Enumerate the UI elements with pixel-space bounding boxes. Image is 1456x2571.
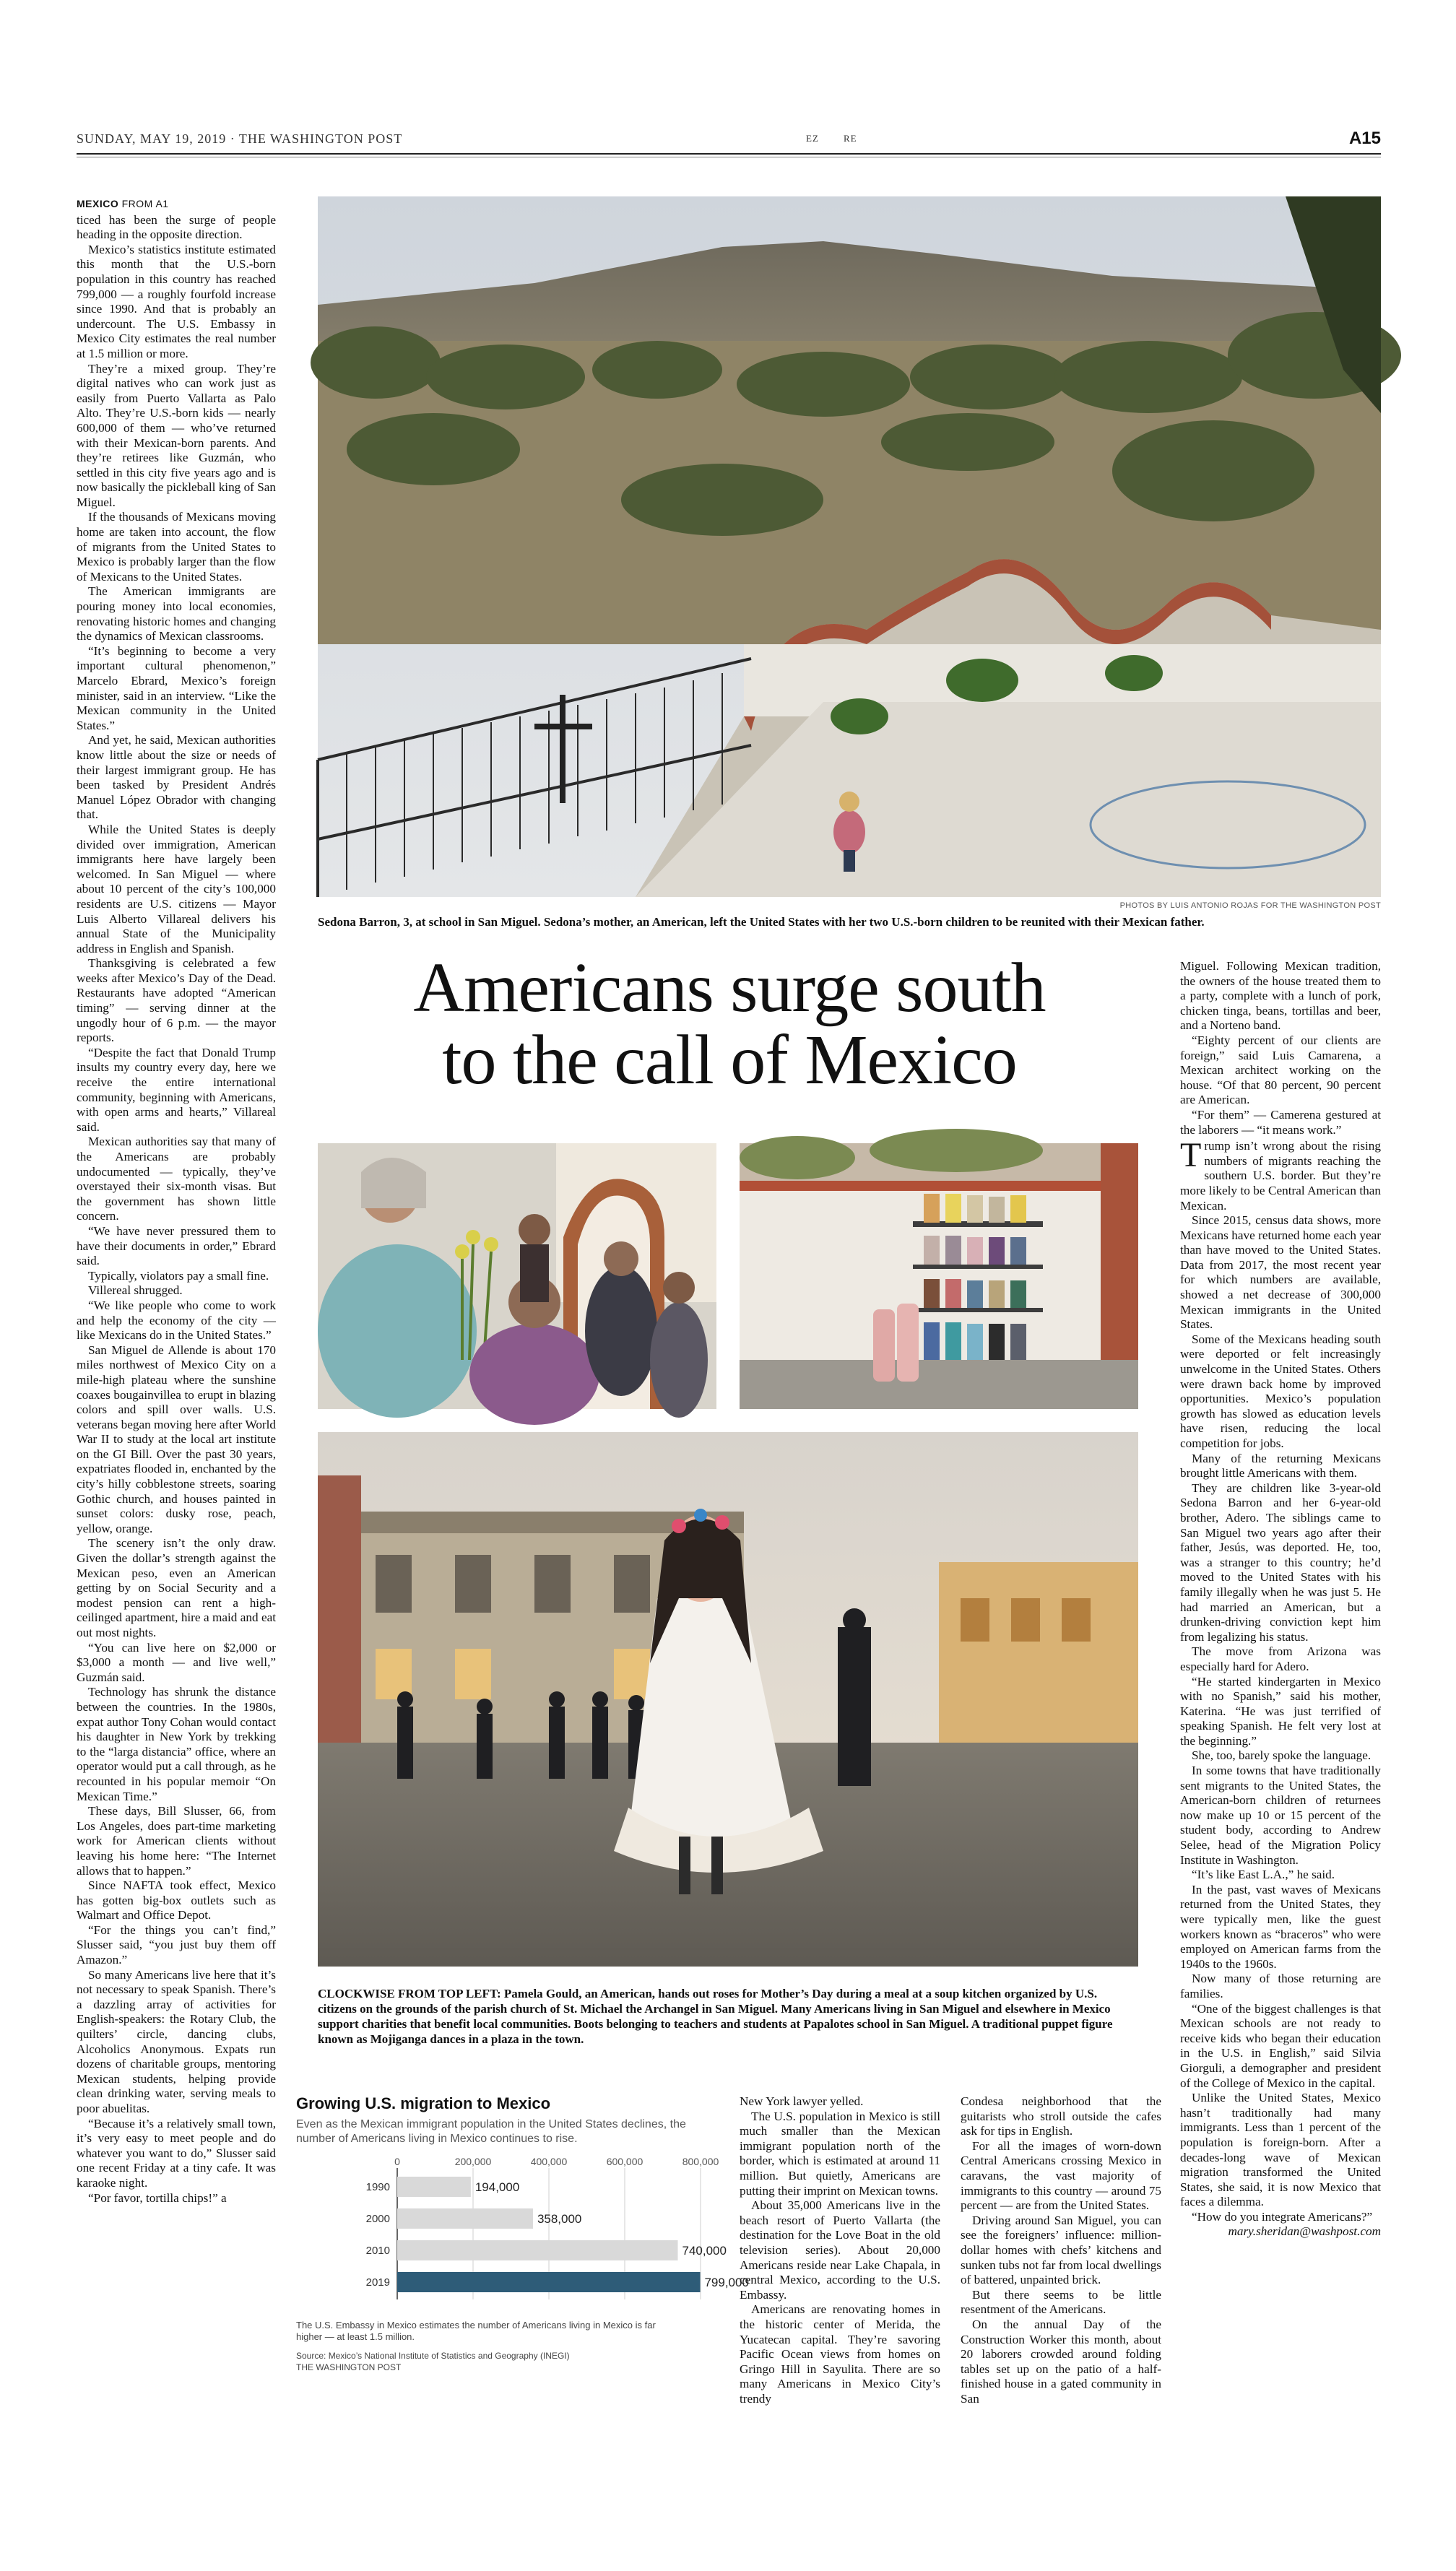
- top-photo: [318, 196, 1381, 897]
- x-tick-label: 0: [394, 2156, 400, 2167]
- paragraph: The U.S. population in Mexico is still much smaller than the Mexican immigrant population north of the border, which is estimated at around 11 million. But quietly, Americans are putting their imprint on Mexican towns.: [740, 2109, 940, 2198]
- paragraph: Villereal shrugged.: [88, 1283, 183, 1298]
- bar-2010: [397, 2240, 678, 2260]
- category-label: 1990: [365, 2181, 390, 2193]
- paragraph: “One of the biggest challenges is that Mexican schools are not ready to receive kids who began their education in the U.S. in English,” said Silvia Giorguli, a demographer and president of the College of Mexico in the capital.: [1180, 2001, 1381, 2090]
- headline-line-2: to the call of Mexico: [442, 1021, 1017, 1099]
- paragraph: In some towns that have traditionally sent migrants to the United States, the American-born children of returnees now make up 10 or 15 percent of the student body, according to Andrew Selee, head of the Migration Policy Institute in Washington.: [1180, 1764, 1381, 1867]
- paragraph: While the United States is deeply divided over immigration, American immigrants here have largely been welcomed. In San Miguel — where about 10 percent of the city’s 100,000 residents are U.S. citizens — Mayor Luis Alberto Villareal delivers his annual State of the Municipality address in English and Spanish.: [77, 822, 276, 955]
- x-tick-label: 200,000: [454, 2156, 492, 2167]
- photo-boots: [740, 1143, 1138, 1409]
- bar-2000: [397, 2208, 533, 2229]
- paragraph: They’re a mixed group. They’re digital natives who can work just as easily from Puerto Vallarta as Palo Alto. They’re U.S.-born kids — nearly 600,000 of them — who’ve returned with their Mexican-born parents. And they’re retirees like Guzmán, who settled in this city five years ago and is now basically the pickleball king of San Miguel.: [77, 361, 276, 509]
- article-column-right: [1180, 959, 1381, 2240]
- paragraph: “It’s beginning to become a very important cultural phenomenon,” Marcelo Ebrard, Mexico’s foreign minister, said in an interview. “Like the Mexican community in the United States.”: [77, 643, 276, 732]
- article-column-bottom-3: [961, 2094, 1161, 2406]
- paragraph: The scenery isn’t the only draw. Given the dollar’s strength against the Mexican peso, even an American getting by on Social Security and a modest pension can rent a high-ceilinged apartment, hire a maid and eat out most nights.: [77, 1536, 276, 1639]
- paragraph: Now many of those returning are families.: [1180, 1972, 1381, 2000]
- paragraph: Driving around San Miguel, you can see the foreigners’ influence: million-dollar homes with chefs’ kitchens and sunken tubs not far from local dwellings of battered, unpainted brick.: [961, 2213, 1161, 2287]
- paragraph: “Eighty percent of our clients are foreign,” said Luis Camarena, a Mexican architect working on the house. “Of that 80 percent, 90 percent are American.: [1180, 1033, 1381, 1107]
- paragraph: But there seems to be little resentment of the Americans.: [961, 2287, 1161, 2317]
- paragraph: Some of the Mexicans heading south were deported or felt increasingly unwelcome in the United States. Others were drawn back home by improved opportunities. Mexico’s population growth has slowed as education levels have risen, reducing the local competition for jobs.: [1180, 1332, 1381, 1450]
- paragraph: “He started kindergarten in Mexico with no Spanish,” said his mother, Katerina. “He was just terrified of speaking Spanish. He felt very lost at the beginning.”: [1180, 1674, 1381, 1748]
- paragraph: San Miguel de Allende is about 170 miles northwest of Mexico City on a mile-high plateau where the sunshine coaxes bougainvillea to erupt in blazing colors and spill over walls. U.S. veterans began moving here after World War II to study at the local art institute on the GI Bill. Over the past 30 years, expatriates flooded in, enchanted by the city’s hilly cobblestone streets, soaring Gothic church, and houses painted in sunset colors: dusky rose, peach, yellow, orange.: [77, 1343, 276, 1535]
- category-label: 2010: [365, 2245, 390, 2257]
- paragraph: “We have never pressured them to have their documents in order,” Ebrard said.: [77, 1223, 276, 1268]
- paragraph: ticed has been the surge of people heading in the opposite direction.: [77, 212, 276, 242]
- bar-2019: [397, 2272, 700, 2292]
- chart-title: Growing U.S. migration to Mexico: [296, 2094, 551, 2112]
- headline: [318, 949, 1141, 1099]
- bar-value-label: 799,000: [704, 2276, 749, 2289]
- paragraph: The American immigrants are pouring money into local economies, renovating historic homes and changing the dynamics of Mexican classrooms.: [77, 584, 276, 643]
- paragraph: “It’s like East L.A.,” he said.: [1192, 1868, 1335, 1882]
- chart-subtitle: Even as the Mexican immigrant population in the United States declines, the number of Americans living in Mexico continues to rise.: [296, 2118, 686, 2145]
- x-tick-label: 600,000: [606, 2156, 644, 2167]
- edition-ez: EZ: [806, 133, 819, 144]
- paragraph: New York lawyer yelled.: [740, 2094, 864, 2108]
- top-photo-caption: Sedona Barron, 3, at school in San Miguel. Sedona’s mother, an American, left the United States with her two U.S.-born children to be reunited with their Mexican father.: [318, 915, 1205, 929]
- header-rule: [77, 153, 1381, 155]
- paragraph: The move from Arizona was especially hard for Adero.: [1180, 1644, 1381, 1673]
- jump-line: MEXICO FROM A1: [77, 198, 169, 209]
- paragraph: “For the things you can’t find,” Slusser said, “you just buy them off Amazon.”: [77, 1922, 276, 1967]
- paragraph: “Because it’s a relatively small town, it’s very easy to meet people and do whatever you want to do,” Slusser said one recent Friday at a tiny cafe. It was karaoke night.: [77, 2116, 276, 2190]
- paragraph: “Por favor, tortilla chips!” a: [88, 2190, 227, 2205]
- bar-value-label: 194,000: [474, 2180, 520, 2194]
- photo-school-courtyard: [318, 196, 1381, 897]
- paragraph: “You can live here on $2,000 or $3,000 a month — and live well,” Guzmán said.: [77, 1640, 276, 1684]
- chart-org: THE WASHINGTON POST: [296, 2362, 402, 2372]
- paragraph: She, too, barely spoke the language.: [1192, 1748, 1372, 1763]
- dropcap-paragraph: Trump isn’t wrong about the rising numbers of migrants reaching the southern U.S. border. But they’re more likely to be Central American than Mexican.: [1180, 1136, 1381, 1213]
- paragraph: These days, Bill Slusser, 66, from Los Angeles, does part-time marketing work for American clients without leaving his home here: “The Internet allows that to happen.”: [77, 1804, 276, 1878]
- bar-value-label: 358,000: [537, 2212, 582, 2226]
- paragraph: About 35,000 Americans live in the beach resort of Puerto Vallarta (the destination for the Love Boat in the old television series). About 20,000 Americans reside near Lake Chapala, in central Mexico, according to the U.S. Embassy.: [740, 2198, 940, 2302]
- x-tick-label: 400,000: [530, 2156, 568, 2167]
- category-label: 2000: [365, 2213, 390, 2225]
- header-date: SUNDAY, MAY 19, 2019 · THE WASHINGTON POST: [77, 131, 403, 146]
- paragraph: Mexico’s statistics institute estimated this month that the U.S.-born population in this country has reached 799,000 — a roughly fourfold increase since 1990. And that is probably an undercount. The U.S. Embassy in Mexico City estimates the real number at 1.5 million or more.: [77, 242, 276, 360]
- edition-re: RE: [844, 133, 857, 144]
- paragraph: So many Americans live here that it’s not necessary to speak Spanish. There’s a dazzling array of activities for English-speakers: the Rotary Club, the quilters’ circle, dancing clubs, Alcoholics Anonymous. Expats run dozens of charitable groups, mentoring Mexican students, helping provide clean drinking water, serving meals to poor abuelitas.: [77, 1967, 276, 2115]
- paragraph: On the annual Day of the Construction Worker this month, about 20 laborers crowded around folding tables set up on the patio of a half-finished house in a gated community in San: [961, 2317, 1161, 2406]
- author-email: mary.sheridan@washpost.com: [1228, 2224, 1381, 2239]
- page-header: [77, 129, 1381, 150]
- paragraph: “Despite the fact that Donald Trump insults my country every day, here we receive the entire international community, beginning with Americans, with open arms and hearts,” Villareal said.: [77, 1045, 276, 1134]
- paragraph: Mexican authorities say that many of the Americans are probably undocumented — typically, they’ve overstayed their six-month visas. But the government has shown little concern.: [77, 1135, 276, 1223]
- bar-1990: [397, 2177, 471, 2197]
- paragraph: “We like people who come to work and help the economy of the city — like Mexicans do in the United States.”: [77, 1298, 276, 1343]
- article-column-bottom-2: [740, 2094, 940, 2406]
- mid-photos-caption: CLOCKWISE FROM TOP LEFT: Pamela Gould, an American, hands out roses for Mother’s Day during a meal at a soup kitchen organized by U.S. citizens on the grounds of the parish church of St. Michael the Archangel in San Miguel. Many Americans living in San Miguel and elsewhere in Mexico support charities that benefit local communities. Boots belonging to teachers and students at Papalotes school in San Miguel. A traditional puppet figure known as Mojiganga dances in a plaza in the town.: [318, 1987, 1113, 2046]
- dropcap-letter: T: [1180, 1136, 1202, 1175]
- chart-note: The U.S. Embassy in Mexico estimates the number of Americans living in Mexico is far higher — at least 1.5 million.: [296, 2320, 656, 2342]
- paragraph: Typically, violators pay a small fine.: [88, 1268, 269, 1283]
- paragraph: Since NAFTA took effect, Mexico has gotten big-box outlets such as Walmart and Office Depot.: [77, 1878, 276, 1922]
- paragraph: They are children like 3-year-old Sedona Barron and her 6-year-old brother, Adero. The siblings came to San Miguel two years ago after their father, Jesús, was deported. He, too, was a stranger to this country; he’d moved to the United States with his family illegally when he was just 5. He had married an American, but a drunken-driving conviction kept him from legalizing his status.: [1180, 1480, 1381, 1644]
- article-column-1: [77, 196, 276, 2206]
- paragraph: Since 2015, census data shows, more Mexicans have returned home each year than have moved to the United States. Data from 2017, the most recent year for which numbers are available, showed a net decrease of 300,000 Mexican immigrants in the United States.: [1180, 1213, 1381, 1332]
- x-tick-label: 800,000: [682, 2156, 719, 2167]
- paragraph: Condesa neighborhood that the guitarists who stroll outside the cafes ask for tips in English.: [961, 2094, 1161, 2138]
- paragraph: Technology has shrunk the distance between the countries. In the 1980s, expat author Tony Cohan would contact his daughter in New York by trekking to the “larga distancia” office, where an operator would put a call through, as he recounted in his popular memoir “On Mexican Time.”: [77, 1685, 276, 1803]
- bar-chart: [296, 2154, 749, 2320]
- chart-source: Source: Mexico’s National Institute of Statistics and Geography (INEGI): [296, 2351, 570, 2361]
- paragraph: And yet, he said, Mexican authorities know little about the size or needs of their largest immigrant group. He has been tasked by President Andrés Manuel López Obrador with changing that.: [77, 733, 276, 822]
- category-label: 2019: [365, 2276, 390, 2289]
- paragraph: In the past, vast waves of Mexicans returned from the United States, they were typically men, like the guest workers known as “braceros” who were employed on American farms from the 1940s to the 1960s.: [1180, 1882, 1381, 1971]
- photo-mojiganga-plaza: [318, 1432, 1138, 1967]
- photo-soup-kitchen: [318, 1143, 716, 1409]
- photo-credit: PHOTOS BY LUIS ANTONIO ROJAS FOR THE WASHINGTON POST: [1119, 901, 1381, 910]
- paragraph: “For them” — Camerena gestured at the laborers — “it means work.”: [1180, 1107, 1381, 1137]
- paragraph: Unlike the United States, Mexico hasn’t traditionally had many immigrants. Less than 1 percent of the population is foreign-born. After a decades-long wave of Mexican migration transformed the United States, she said, it is now Mexico that faces a dilemma.: [1180, 2091, 1381, 2209]
- paragraph: Miguel. Following Mexican tradition, the owners of the house treated them to a party, complete with a lunch of pork, chicken tinga, beans, tortillas and beer, and a Norteno band.: [1180, 959, 1381, 1033]
- paragraph: Many of the returning Mexicans brought little Americans with them.: [1180, 1451, 1381, 1480]
- paragraph: Thanksgiving is celebrated a few weeks after Mexico’s Day of the Dead. Restaurants have adopted “American timing” — serving dinner at the ungodly hour of 6 p.m. — the mayor reports.: [77, 956, 276, 1045]
- paragraph: If the thousands of Mexicans moving home are taken into account, the flow of migrants from the United States to Mexico is probably larger than the flow of Mexicans to the United States.: [77, 510, 276, 584]
- bar-value-label: 740,000: [682, 2244, 727, 2258]
- page-number: A15: [1348, 129, 1381, 148]
- headline-line-1: Americans surge south: [413, 949, 1046, 1027]
- paragraph: Americans are renovating homes in the historic center of Merida, the Yucatecan capital. They’re savoring Pacific Ocean views from homes on Gringo Hill in Sayulita. There are so many Americans in Mexico City’s trendy: [740, 2302, 940, 2406]
- paragraph: “How do you integrate Americans?”: [1192, 2209, 1373, 2224]
- chart-block: [296, 2094, 749, 2398]
- paragraph: For all the images of worn-down Central Americans crossing Mexico in caravans, the vast majority of immigrants to this country — around 75 percent — are from the United States.: [961, 2138, 1161, 2213]
